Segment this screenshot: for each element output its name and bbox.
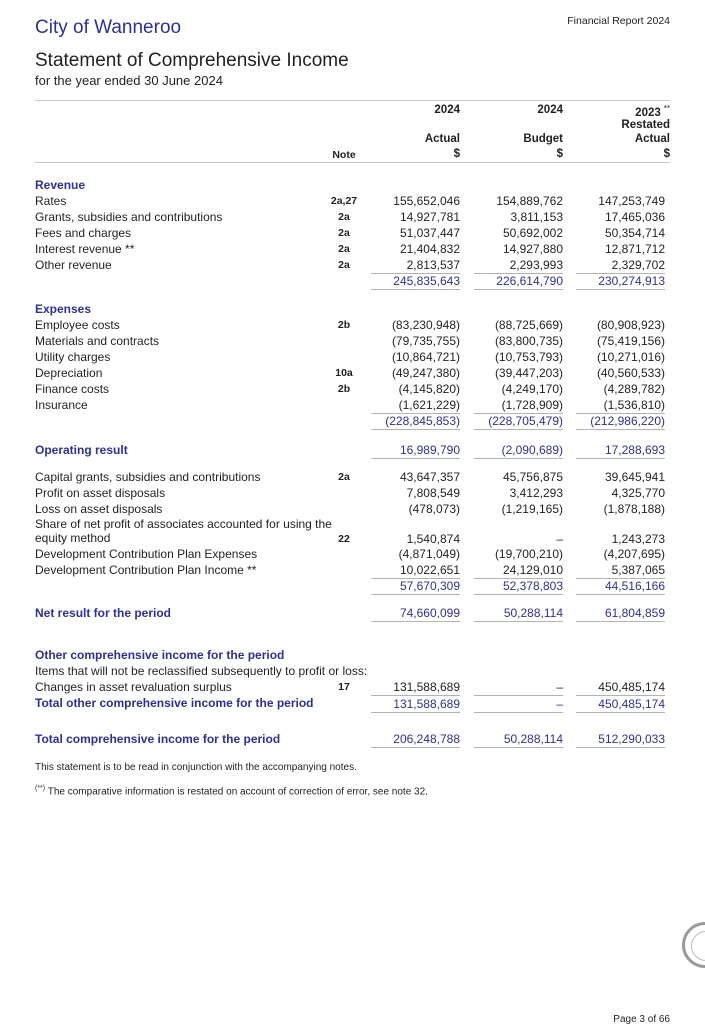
- expenses-total: (228,845,853) (228,705,479) (212,986,220): [35, 413, 670, 429]
- col2-year: 2024: [537, 104, 563, 116]
- report-title: Financial Report 2024: [567, 15, 670, 27]
- col3-year: 2023 **: [635, 104, 670, 119]
- line-item: Rates 2a,27 155,652,046 154,889,762 147,253,749: [35, 194, 665, 208]
- line-item: Finance costs 2b (4,145,820) (4,249,170) (4,289,782): [35, 382, 665, 396]
- other-items-total: 57,670,309 52,378,803 44,516,166: [35, 578, 670, 594]
- net-result: Net result for the period 74,660,099 50,288,114 61,804,859: [35, 606, 665, 620]
- line-item: Insurance (1,621,229) (1,728,909) (1,536,810): [35, 398, 665, 412]
- total-comprehensive-income: Total comprehensive income for the period 206,248,788 50,288,114 512,290,033: [35, 732, 665, 746]
- line-item: Capital grants, subsidies and contributions 2a 43,647,357 45,756,875 39,645,941: [35, 470, 665, 484]
- line-item: Fees and charges 2a 51,037,447 50,692,002 50,354,714: [35, 226, 665, 240]
- operating-result: Operating result 16,989,790 (2,090,689) 17,288,693: [35, 443, 665, 457]
- oci-heading: Other comprehensive income for the period: [35, 648, 285, 662]
- col1-year: 2024: [434, 104, 460, 116]
- expenses-heading: Expenses: [35, 302, 92, 316]
- revenue-heading: Revenue: [35, 178, 86, 192]
- line-item: Employee costs 2b (83,230,948) (88,725,669) (80,908,923): [35, 318, 665, 332]
- note-column-header: Note: [332, 149, 356, 161]
- line-item: Materials and contracts (79,735,755) (83,800,735) (75,419,156): [35, 334, 665, 348]
- line-item: Share of net profit of associates accounted for using the equity method 22 1,540,874 – 1,243,273: [35, 517, 665, 546]
- oci-subheading: Items that will not be reclassified subsequently to profit or loss:: [35, 664, 368, 678]
- line-item: Development Contribution Plan Expenses (4,871,049) (19,700,210) (4,207,695): [35, 547, 665, 561]
- footnote-restatement: (**) The comparative information is restated on account of correction of error, see note 32.: [35, 785, 428, 798]
- col3-type-line2: Actual: [634, 133, 670, 145]
- revenue-total: 245,835,643 226,614,790 230,274,913: [35, 273, 670, 289]
- col3-unit: $: [663, 148, 670, 160]
- col3-type-line1: Restated: [621, 119, 670, 131]
- statement-period: for the year ended 30 June 2024: [35, 73, 223, 88]
- line-item: Development Contribution Plan Income ** 10,022,651 24,129,010 5,387,065: [35, 563, 665, 577]
- line-item: Other revenue 2a 2,813,537 2,293,993 2,329,702: [35, 258, 665, 272]
- organisation-name: City of Wanneroo: [35, 17, 182, 38]
- line-item: Depreciation 10a (49,247,380) (39,447,203) (40,560,533): [35, 366, 665, 380]
- col2-type: Budget: [523, 133, 563, 145]
- page-number: Page 3 of 66: [613, 1014, 670, 1025]
- col2-unit: $: [556, 148, 563, 160]
- line-item: Interest revenue ** 2a 21,404,832 14,927,880 12,871,712: [35, 242, 665, 256]
- statement-title: Statement of Comprehensive Income: [35, 50, 349, 71]
- line-item: Loss on asset disposals (478,073) (1,219,165) (1,878,188): [35, 502, 665, 516]
- council-seal-icon: [682, 922, 705, 968]
- col1-unit: $: [453, 148, 460, 160]
- header-bottom-rule: [35, 162, 670, 163]
- line-item: Changes in asset revaluation surplus 17 131,588,689 – 450,485,174: [35, 680, 665, 694]
- col1-type: Actual: [424, 133, 460, 145]
- line-item: Profit on asset disposals 7,808,549 3,412,293 4,325,770: [35, 486, 665, 500]
- footnote-accompanying-notes: This statement is to be read in conjunction with the accompanying notes.: [35, 762, 357, 773]
- header-top-rule: [35, 100, 670, 101]
- oci-total: Total other comprehensive income for the period 131,588,689 – 450,485,174: [35, 696, 665, 711]
- line-item: Utility charges (10,864,721) (10,753,793) (10,271,016): [35, 350, 665, 364]
- line-item: Grants, subsidies and contributions 2a 14,927,781 3,811,153 17,465,036: [35, 210, 665, 224]
